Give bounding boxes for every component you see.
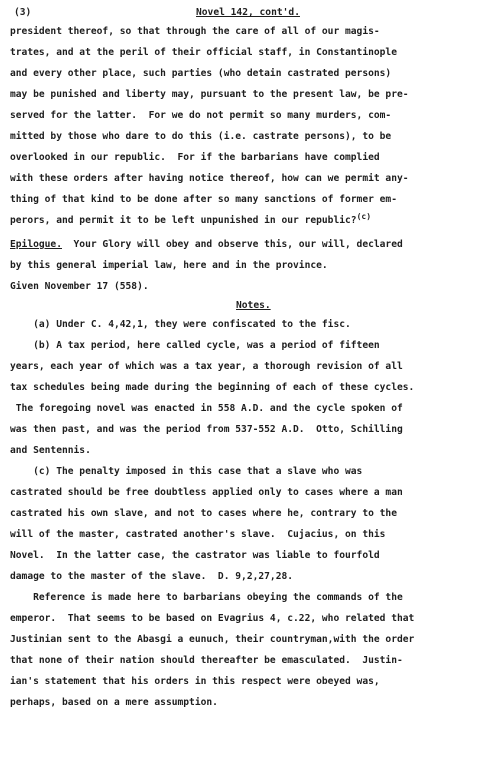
note-line: castrated his own slave, and not to cases where he, contrary to the (10, 508, 397, 519)
note-line: Novel. In the latter case, the castrator was liable to fourfold (10, 550, 380, 561)
note-line: tax schedules being made during the beginning of each of these cycles. (10, 382, 415, 393)
body-line: may be punished and liberty may, pursuant to the present law, be pre- (10, 89, 409, 100)
note-line: Justinian sent to the Abasgi a eunuch, their countryman,with the order (10, 634, 415, 645)
note-line: and Sentennis. (10, 445, 91, 456)
body-line: and every other place, such parties (who detain castrated persons) (10, 68, 392, 79)
note-line: castrated should be free doubtless applied only to cases where a man (10, 487, 403, 498)
body-line: trates, and at the peril of their official staff, in Constantinople (10, 47, 397, 58)
footnote-mark: (c) (356, 211, 372, 221)
given-line: Given November 17 (558). (10, 281, 149, 292)
running-title: Novel 142, cont'd. (196, 7, 300, 18)
notes-heading: Notes. (236, 300, 271, 311)
note-line: Reference is made here to barbarians obeying the commands of the (10, 592, 403, 603)
body-line: mitted by those who dare to do this (i.e. castrate persons), to be (10, 131, 392, 142)
body-line-text: perors, and permit it to be left unpunished in our republic? (10, 215, 357, 226)
epilogue-text: Your Glory will obey and observe this, our will, declared (61, 239, 403, 250)
page-number: (3) (14, 7, 32, 18)
body-line: with these orders after having notice thereof, how can we permit any- (10, 173, 409, 184)
note-line: The foregoing novel was enacted in 558 A.D. and the cycle spoken of (10, 403, 403, 414)
epilogue-line (10, 238, 495, 251)
note-line: that none of their nation should thereafter be emasculated. Justin- (10, 655, 403, 666)
note-line: (c) The penalty imposed in this case that a slave who was (10, 466, 363, 477)
body-line: thing of that kind to be done after so many sanctions of former em- (10, 194, 397, 205)
note-line: ian's statement that his orders in this respect were obeyed was, (10, 676, 380, 687)
note-line: will of the master, castrated another's slave. Cujacius, on this (10, 529, 386, 540)
body-line: overlooked in our republic. For if the barbarians have complied (10, 152, 380, 163)
epilogue-line: by this general imperial law, here and in the province. (10, 260, 328, 271)
body-line: served for the latter. For we do not permit so many murders, com- (10, 110, 392, 121)
note-line: (b) A tax period, here called cycle, was a period of fifteen (10, 340, 380, 351)
note-line: perhaps, based on a mere assumption. (10, 697, 218, 708)
note-line: was then past, and was the period from 537-552 A.D. Otto, Schilling (10, 424, 403, 435)
note-line: emperor. That seems to be based on Evagrius 4, c.22, who related that (10, 613, 415, 624)
epilogue-label: Epilogue. (10, 239, 62, 250)
body-line (10, 211, 495, 227)
note-line: years, each year of which was a tax year, a thorough revision of all (10, 361, 403, 372)
body-line: president thereof, so that through the care of all of our magis- (10, 26, 380, 37)
note-line: (a) Under C. 4,42,1, they were confiscated to the fisc. (10, 319, 351, 330)
note-line: damage to the master of the slave. D. 9,2,27,28. (10, 571, 294, 582)
